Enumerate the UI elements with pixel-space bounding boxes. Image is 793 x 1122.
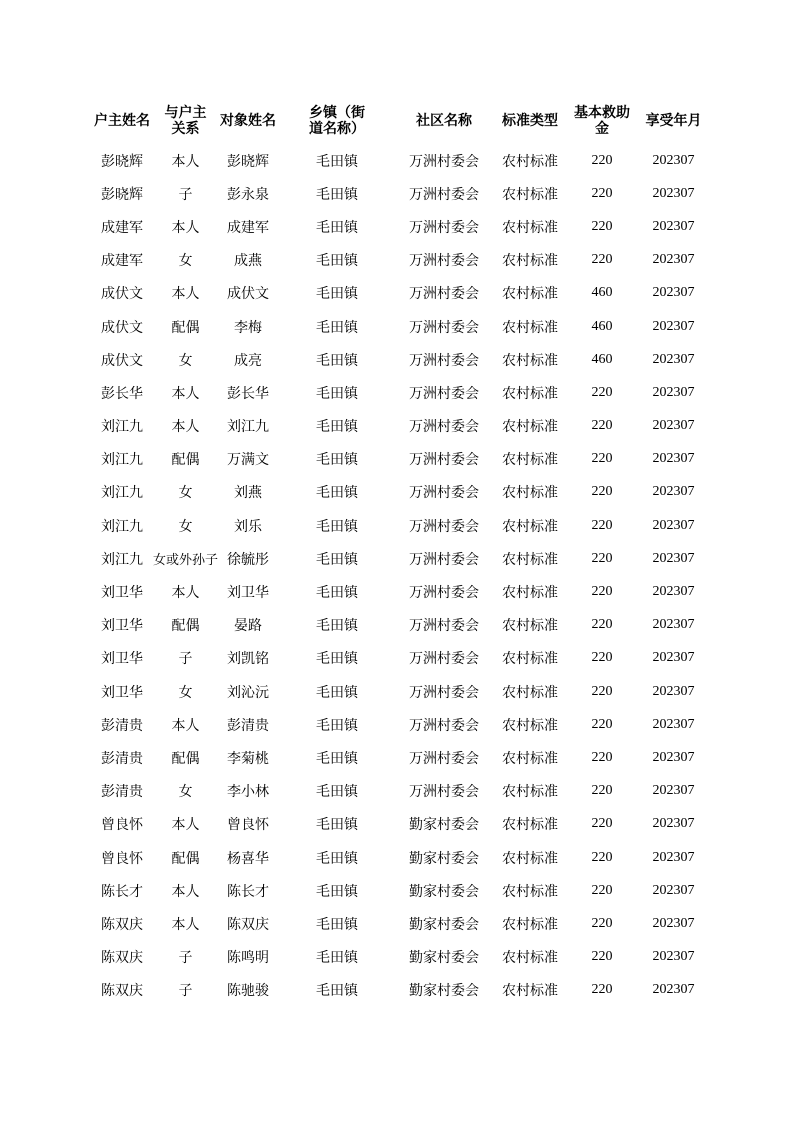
cell-standard-type: 农村标准	[502, 750, 559, 767]
cell-relationship: 配偶	[171, 750, 200, 767]
cell-township: 毛田镇	[316, 253, 359, 270]
cell-basic-aid: 220	[591, 418, 613, 434]
cell-month: 202307	[652, 982, 695, 998]
cell-community: 勤家村委会	[409, 850, 480, 867]
table-row	[91, 476, 711, 509]
cell-community: 万洲村委会	[409, 352, 480, 369]
cell-recipient-name: 刘沁沅	[227, 684, 270, 701]
cell-township: 毛田镇	[316, 518, 359, 535]
cell-relationship: 本人	[171, 286, 200, 303]
table-row	[91, 609, 711, 642]
cell-relationship: 本人	[171, 219, 200, 236]
table-row	[91, 343, 711, 376]
cell-standard-type: 农村标准	[502, 551, 559, 568]
cell-household-head: 成建军	[101, 219, 143, 236]
cell-basic-aid: 220	[591, 451, 613, 467]
cell-household-head: 彭清贵	[101, 717, 143, 734]
table-row	[91, 808, 711, 841]
cell-household-head: 陈双庆	[101, 916, 143, 933]
cell-recipient-name: 晏路	[234, 618, 263, 635]
cell-relationship: 女	[178, 253, 193, 270]
cell-household-head: 刘卫华	[101, 585, 143, 602]
cell-recipient-name: 陈鸣明	[227, 950, 270, 967]
cell-recipient-name: 陈驰骏	[227, 983, 270, 1000]
cell-household-head: 彭清贵	[101, 750, 143, 767]
cell-month: 202307	[652, 949, 695, 965]
cell-recipient-name: 刘江九	[227, 419, 270, 436]
cell-relationship: 本人	[171, 153, 200, 170]
cell-month: 202307	[652, 418, 695, 434]
cell-township: 毛田镇	[316, 419, 359, 436]
cell-standard-type: 农村标准	[502, 186, 559, 203]
header-household-head: 户主姓名	[94, 113, 150, 129]
cell-basic-aid: 220	[591, 252, 613, 268]
cell-month: 202307	[652, 849, 695, 865]
cell-relationship: 配偶	[171, 452, 200, 469]
cell-household-head: 成伏文	[101, 319, 143, 336]
cell-household-head: 刘江九	[101, 518, 143, 535]
cell-community: 万洲村委会	[409, 419, 480, 436]
cell-community: 万洲村委会	[409, 253, 480, 270]
cell-standard-type: 农村标准	[502, 219, 559, 236]
cell-month: 202307	[652, 218, 695, 234]
cell-recipient-name: 彭长华	[227, 385, 270, 402]
cell-community: 万洲村委会	[409, 219, 480, 236]
table-row	[91, 244, 711, 277]
table-row	[91, 376, 711, 409]
cell-standard-type: 农村标准	[502, 585, 559, 602]
table-row	[91, 210, 711, 243]
cell-township: 毛田镇	[316, 585, 359, 602]
cell-relationship: 子	[178, 186, 193, 203]
cell-month: 202307	[652, 882, 695, 898]
cell-relationship: 配偶	[171, 850, 200, 867]
cell-township: 毛田镇	[316, 750, 359, 767]
cell-township: 毛田镇	[316, 551, 359, 568]
table-row	[91, 841, 711, 874]
cell-month: 202307	[652, 550, 695, 566]
table-row	[91, 575, 711, 608]
cell-basic-aid: 220	[591, 749, 613, 765]
cell-basic-aid: 220	[591, 218, 613, 234]
cell-basic-aid: 220	[591, 550, 613, 566]
cell-basic-aid: 220	[591, 683, 613, 699]
cell-household-head: 刘江九	[101, 452, 143, 469]
cell-community: 万洲村委会	[409, 186, 480, 203]
cell-relationship: 子	[178, 950, 193, 967]
cell-relationship: 女或外孙子	[153, 553, 219, 569]
cell-month: 202307	[652, 185, 695, 201]
cell-month: 202307	[652, 816, 695, 832]
header-relationship: 与户主关系	[164, 105, 207, 137]
cell-month: 202307	[652, 749, 695, 765]
cell-month: 202307	[652, 716, 695, 732]
cell-household-head: 曾良怀	[101, 817, 143, 834]
cell-recipient-name: 万满文	[227, 452, 270, 469]
cell-community: 万洲村委会	[409, 618, 480, 635]
table-row	[91, 974, 711, 1007]
cell-community: 万洲村委会	[409, 585, 480, 602]
cell-recipient-name: 陈双庆	[227, 916, 270, 933]
cell-recipient-name: 彭晓辉	[227, 153, 270, 170]
table-row	[91, 443, 711, 476]
cell-standard-type: 农村标准	[502, 950, 559, 967]
cell-basic-aid: 220	[591, 882, 613, 898]
table-row	[91, 741, 711, 774]
cell-standard-type: 农村标准	[502, 651, 559, 668]
cell-basic-aid: 220	[591, 484, 613, 500]
cell-recipient-name: 刘卫华	[227, 585, 270, 602]
cell-basic-aid: 220	[591, 982, 613, 998]
cell-household-head: 彭晓辉	[101, 153, 143, 170]
cell-township: 毛田镇	[316, 352, 359, 369]
cell-relationship: 本人	[171, 817, 200, 834]
cell-recipient-name: 成建军	[227, 219, 270, 236]
cell-township: 毛田镇	[316, 850, 359, 867]
cell-township: 毛田镇	[316, 784, 359, 801]
header-community: 社区名称	[416, 113, 473, 129]
header-township: 乡镇（街道名称）	[309, 105, 366, 137]
cell-township: 毛田镇	[316, 485, 359, 502]
cell-relationship: 子	[178, 651, 193, 668]
table-row	[91, 941, 711, 974]
table-row	[91, 277, 711, 310]
cell-recipient-name: 陈长才	[227, 883, 270, 900]
cell-community: 勤家村委会	[409, 883, 480, 900]
cell-household-head: 陈长才	[101, 883, 143, 900]
cell-relationship: 女	[178, 684, 193, 701]
cell-relationship: 配偶	[171, 618, 200, 635]
cell-standard-type: 农村标准	[502, 319, 559, 336]
cell-township: 毛田镇	[316, 618, 359, 635]
table-row	[91, 907, 711, 940]
cell-recipient-name: 刘燕	[234, 485, 263, 502]
cell-month: 202307	[652, 783, 695, 799]
cell-relationship: 本人	[171, 419, 200, 436]
cell-month: 202307	[652, 617, 695, 633]
table-row	[91, 874, 711, 907]
cell-basic-aid: 220	[591, 517, 613, 533]
cell-recipient-name: 成燕	[234, 253, 263, 270]
cell-township: 毛田镇	[316, 186, 359, 203]
cell-community: 万洲村委会	[409, 385, 480, 402]
cell-recipient-name: 徐毓彤	[227, 551, 270, 568]
cell-community: 勤家村委会	[409, 916, 480, 933]
table-row	[91, 642, 711, 675]
cell-community: 万洲村委会	[409, 551, 480, 568]
cell-month: 202307	[652, 517, 695, 533]
cell-township: 毛田镇	[316, 950, 359, 967]
header-basic-aid: 基本救助金	[574, 105, 631, 137]
cell-month: 202307	[652, 384, 695, 400]
cell-basic-aid: 220	[591, 783, 613, 799]
cell-township: 毛田镇	[316, 983, 359, 1000]
cell-township: 毛田镇	[316, 651, 359, 668]
cell-township: 毛田镇	[316, 883, 359, 900]
cell-relationship: 女	[178, 352, 193, 369]
cell-recipient-name: 成亮	[234, 352, 263, 369]
cell-standard-type: 农村标准	[502, 153, 559, 170]
cell-relationship: 配偶	[171, 319, 200, 336]
cell-township: 毛田镇	[316, 717, 359, 734]
cell-month: 202307	[652, 318, 695, 334]
cell-standard-type: 农村标准	[502, 817, 559, 834]
cell-standard-type: 农村标准	[502, 352, 559, 369]
cell-community: 万洲村委会	[409, 518, 480, 535]
table-row	[91, 542, 711, 575]
cell-basic-aid: 460	[591, 318, 613, 334]
cell-month: 202307	[652, 351, 695, 367]
cell-standard-type: 农村标准	[502, 883, 559, 900]
cell-household-head: 刘江九	[101, 551, 143, 568]
cell-recipient-name: 杨喜华	[227, 850, 270, 867]
cell-relationship: 本人	[171, 385, 200, 402]
cell-relationship: 女	[178, 485, 193, 502]
cell-household-head: 成伏文	[101, 352, 143, 369]
cell-township: 毛田镇	[316, 817, 359, 834]
cell-basic-aid: 220	[591, 716, 613, 732]
table-row	[91, 708, 711, 741]
cell-community: 万洲村委会	[409, 286, 480, 303]
cell-basic-aid: 220	[591, 584, 613, 600]
cell-month: 202307	[652, 584, 695, 600]
cell-household-head: 曾良怀	[101, 850, 143, 867]
table-row	[91, 310, 711, 343]
cell-recipient-name: 李梅	[234, 319, 263, 336]
cell-household-head: 彭长华	[101, 385, 143, 402]
cell-household-head: 刘江九	[101, 419, 143, 436]
cell-month: 202307	[652, 285, 695, 301]
table-row	[91, 177, 711, 210]
cell-basic-aid: 220	[591, 185, 613, 201]
cell-basic-aid: 220	[591, 816, 613, 832]
cell-relationship: 女	[178, 784, 193, 801]
cell-township: 毛田镇	[316, 452, 359, 469]
header-month: 享受年月	[645, 113, 702, 129]
cell-basic-aid: 220	[591, 152, 613, 168]
cell-township: 毛田镇	[316, 219, 359, 236]
cell-basic-aid: 220	[591, 650, 613, 666]
cell-month: 202307	[652, 451, 695, 467]
table-row	[91, 509, 711, 542]
cell-month: 202307	[652, 152, 695, 168]
cell-township: 毛田镇	[316, 684, 359, 701]
table-row	[91, 144, 711, 177]
cell-household-head: 刘卫华	[101, 684, 143, 701]
cell-basic-aid: 220	[591, 849, 613, 865]
cell-community: 万洲村委会	[409, 319, 480, 336]
cell-month: 202307	[652, 484, 695, 500]
cell-standard-type: 农村标准	[502, 850, 559, 867]
cell-community: 万洲村委会	[409, 784, 480, 801]
cell-recipient-name: 曾良怀	[227, 817, 270, 834]
cell-relationship: 本人	[171, 585, 200, 602]
header-row	[91, 98, 711, 144]
cell-household-head: 陈双庆	[101, 983, 143, 1000]
cell-recipient-name: 李小林	[227, 784, 270, 801]
cell-month: 202307	[652, 252, 695, 268]
cell-standard-type: 农村标准	[502, 385, 559, 402]
cell-standard-type: 农村标准	[502, 916, 559, 933]
cell-basic-aid: 220	[591, 384, 613, 400]
cell-household-head: 彭晓辉	[101, 186, 143, 203]
table-row	[91, 675, 711, 708]
cell-township: 毛田镇	[316, 916, 359, 933]
cell-recipient-name: 彭清贵	[227, 717, 270, 734]
cell-community: 万洲村委会	[409, 452, 480, 469]
cell-standard-type: 农村标准	[502, 286, 559, 303]
cell-household-head: 彭清贵	[101, 784, 143, 801]
header-recipient-name: 对象姓名	[220, 113, 277, 129]
cell-community: 万洲村委会	[409, 750, 480, 767]
cell-household-head: 刘江九	[101, 485, 143, 502]
cell-community: 勤家村委会	[409, 950, 480, 967]
cell-standard-type: 农村标准	[502, 452, 559, 469]
cell-township: 毛田镇	[316, 385, 359, 402]
cell-standard-type: 农村标准	[502, 684, 559, 701]
cell-standard-type: 农村标准	[502, 618, 559, 635]
cell-standard-type: 农村标准	[502, 784, 559, 801]
cell-recipient-name: 彭永泉	[227, 186, 270, 203]
table-row	[91, 410, 711, 443]
cell-month: 202307	[652, 650, 695, 666]
cell-standard-type: 农村标准	[502, 518, 559, 535]
cell-standard-type: 农村标准	[502, 419, 559, 436]
cell-household-head: 成伏文	[101, 286, 143, 303]
header-standard-type: 标准类型	[502, 113, 559, 129]
cell-community: 万洲村委会	[409, 684, 480, 701]
cell-relationship: 本人	[171, 916, 200, 933]
cell-standard-type: 农村标准	[502, 983, 559, 1000]
cell-community: 万洲村委会	[409, 717, 480, 734]
cell-community: 万洲村委会	[409, 485, 480, 502]
cell-recipient-name: 刘乐	[234, 518, 263, 535]
cell-month: 202307	[652, 915, 695, 931]
cell-recipient-name: 刘凯铭	[227, 651, 270, 668]
cell-relationship: 子	[178, 983, 193, 1000]
table-body	[91, 144, 711, 1007]
cell-household-head: 刘卫华	[101, 618, 143, 635]
cell-community: 万洲村委会	[409, 651, 480, 668]
cell-household-head: 成建军	[101, 253, 143, 270]
cell-basic-aid: 220	[591, 915, 613, 931]
cell-relationship: 女	[178, 518, 193, 535]
cell-standard-type: 农村标准	[502, 253, 559, 270]
assistance-table	[91, 98, 711, 1007]
cell-basic-aid: 460	[591, 285, 613, 301]
cell-household-head: 陈双庆	[101, 950, 143, 967]
cell-community: 万洲村委会	[409, 153, 480, 170]
cell-recipient-name: 成伏文	[227, 286, 270, 303]
cell-recipient-name: 李菊桃	[227, 750, 270, 767]
cell-township: 毛田镇	[316, 319, 359, 336]
cell-standard-type: 农村标准	[502, 485, 559, 502]
cell-basic-aid: 460	[591, 351, 613, 367]
cell-community: 勤家村委会	[409, 983, 480, 1000]
cell-standard-type: 农村标准	[502, 717, 559, 734]
cell-month: 202307	[652, 683, 695, 699]
cell-relationship: 本人	[171, 883, 200, 900]
cell-relationship: 本人	[171, 717, 200, 734]
cell-household-head: 刘卫华	[101, 651, 143, 668]
cell-basic-aid: 220	[591, 949, 613, 965]
cell-community: 勤家村委会	[409, 817, 480, 834]
cell-basic-aid: 220	[591, 617, 613, 633]
cell-township: 毛田镇	[316, 286, 359, 303]
table-row	[91, 775, 711, 808]
cell-township: 毛田镇	[316, 153, 359, 170]
